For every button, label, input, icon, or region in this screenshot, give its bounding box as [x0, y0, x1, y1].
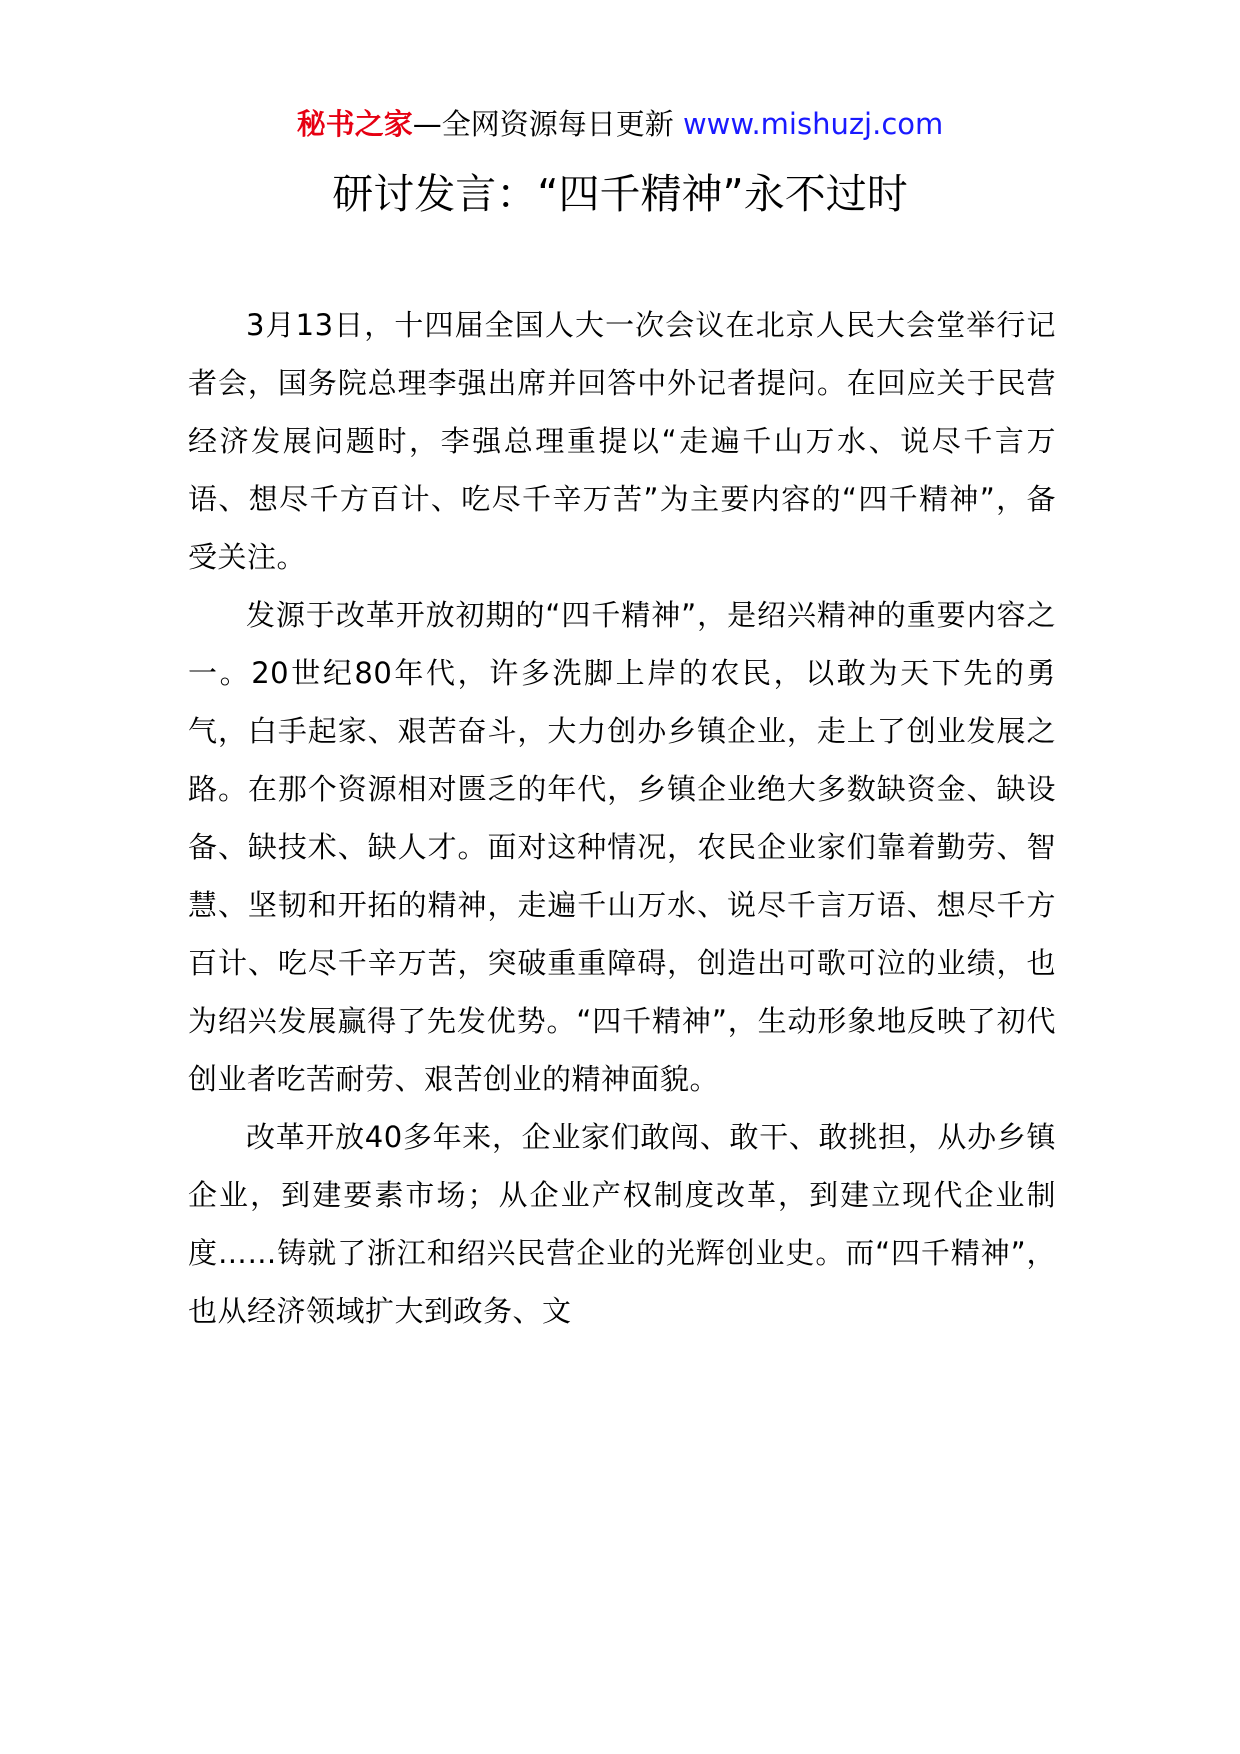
site-tagline: —全网资源每日更新: [412, 107, 683, 141]
document-body: [188, 296, 1056, 1340]
paragraph-1: 3月13日，十四届全国人大一次会议在北京人民大会堂举行记者会，国务院总理李强出席并回答中外记者提问。在回应关于民营经济发展问题时，李强总理重提以“走遍千山万水、说尽千言万语、想尽千方百计、吃尽千辛万苦”为主要内容的“四千精神”，备受关注。: [188, 308, 1056, 574]
site-url-link[interactable]: www.mishuzj.com: [682, 107, 944, 141]
paragraph-3: 改革开放40多年来，企业家们敢闯、敢干、敢挑担，从办乡镇企业，到建要素市场；从企业产权制度改革，到建立现代企业制度……铸就了浙江和绍兴民营企业的光辉创业史。而“四千精神”，也从经济领域扩大到政务、文: [188, 1120, 1056, 1328]
brand-name: 秘书之家: [296, 107, 413, 141]
paragraph-2: 发源于改革开放初期的“四千精神”，是绍兴精神的重要内容之一。20世纪80年代，许多洗脚上岸的农民，以敢为天下先的勇气，白手起家、艰苦奋斗，大力创办乡镇企业，走上了创业发展之路。在那个资源相对匮乏的年代，乡镇企业绝大多数缺资金、缺设备、缺技术、缺人才。面对这种情况，农民企业家们靠着勤劳、智慧、坚韧和开拓的精神，走遍千山万水、说尽千言万语、想尽千方百计、吃尽千辛万苦，突破重重障碍，创造出可歌可泣的业绩，也为绍兴发展赢得了先发优势。“四千精神”，生动形象地反映了初代创业者吃苦耐劳、艰苦创业的精神面貌。: [188, 598, 1056, 1096]
site-header: [0, 104, 1240, 144]
document-title: 研讨发言：“四千精神”永不过时: [332, 170, 908, 218]
